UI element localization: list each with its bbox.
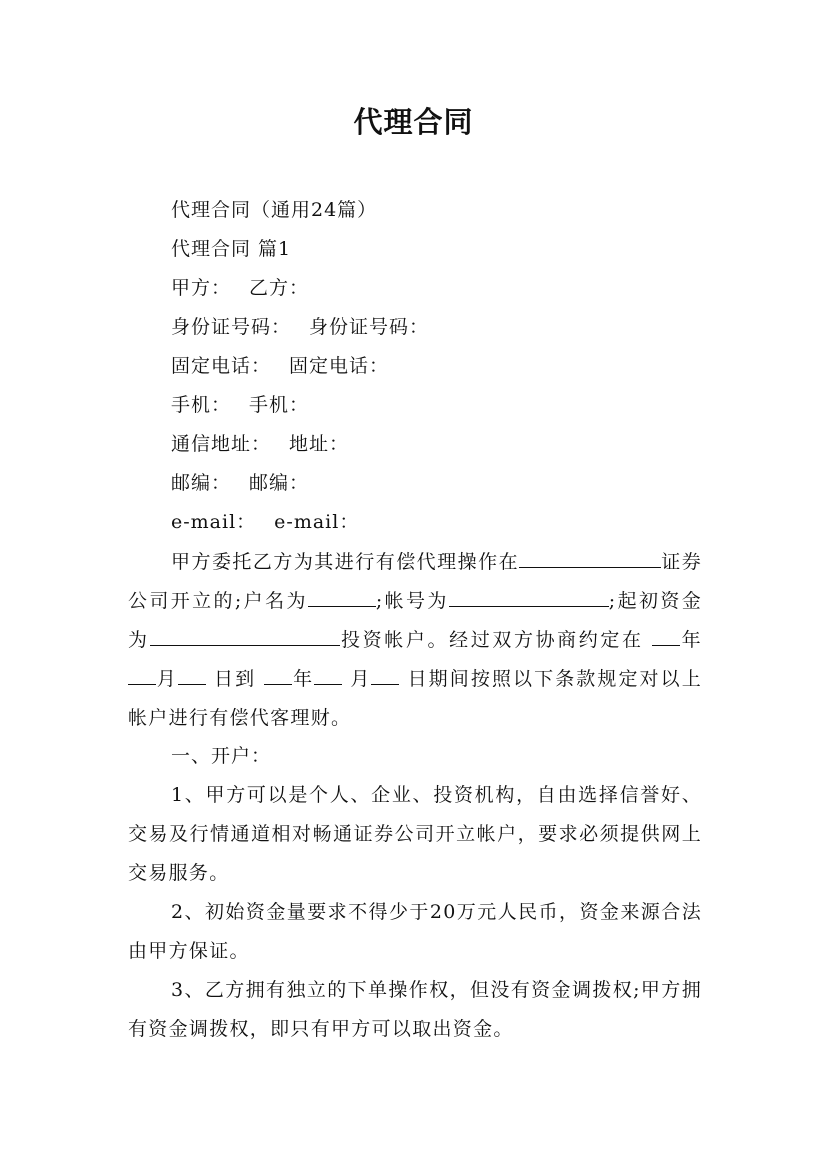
para-text-11: 月 bbox=[350, 668, 372, 690]
id-b-label: 身份证号码： bbox=[309, 316, 430, 338]
para-text-8: 月 bbox=[156, 668, 178, 690]
email-line bbox=[171, 507, 359, 537]
email-a-label: e-mail： bbox=[171, 511, 257, 533]
blank-start-month bbox=[128, 668, 156, 685]
party-a-label: 甲方： bbox=[171, 277, 232, 299]
blank-account-number bbox=[449, 590, 609, 607]
blank-start-day bbox=[178, 668, 206, 685]
document-title: 代理合同 bbox=[353, 105, 474, 139]
id-line bbox=[171, 312, 429, 342]
blank-start-year bbox=[652, 629, 680, 646]
para-text-1: 甲方委托乙方为其进行有偿代理操作在 bbox=[171, 551, 520, 573]
subtitle-text: 代理合同（通用24篇） bbox=[171, 199, 378, 221]
email-b-label: e-mail： bbox=[274, 511, 360, 533]
zip-line bbox=[171, 468, 309, 498]
id-a-label: 身份证号码： bbox=[171, 316, 292, 338]
para-text-9: 日到 bbox=[214, 668, 257, 690]
clause-1: 1、甲方可以是个人、企业、投资机构，自由选择信誉好、交易及行情通道相对畅通证券公司开立帐户，要求必须提供网上交易服务。 bbox=[128, 784, 702, 884]
phone-b-label: 固定电话： bbox=[289, 355, 390, 377]
para-text-6: 投资帐户。经过双方协商约定在 bbox=[339, 629, 644, 651]
entrustment-paragraph bbox=[128, 543, 702, 738]
blank-end-day bbox=[371, 668, 399, 685]
blank-end-month bbox=[314, 668, 342, 685]
para-text-7: 年 bbox=[680, 629, 702, 651]
para-text-3: ;帐号为 bbox=[375, 590, 449, 612]
clause-3: 3、乙方拥有独立的下单操作权，但没有资金调拨权;甲方拥有资金调拨权，即只有甲方可以取出资金。 bbox=[128, 979, 702, 1040]
para-text-5: 起初资金为 bbox=[128, 590, 703, 651]
zip-b-label: 邮编： bbox=[249, 472, 310, 494]
mobile-b-label: 手机： bbox=[249, 394, 310, 416]
clause-2: 2、初始资金量要求不得少于20万元人民币，资金来源合法由甲方保证。 bbox=[128, 901, 702, 962]
address-line bbox=[171, 429, 349, 459]
blank-account-name bbox=[308, 590, 376, 607]
address-b-label: 地址： bbox=[289, 433, 350, 455]
party-line bbox=[171, 273, 309, 303]
mobile-line bbox=[171, 390, 309, 420]
blank-securities-company bbox=[519, 551, 661, 568]
section-heading-account-text: 一、开户： bbox=[171, 745, 272, 767]
phone-a-label: 固定电话： bbox=[171, 355, 272, 377]
para-text-10: 年 bbox=[292, 668, 315, 690]
para-text-4: ; bbox=[608, 590, 617, 612]
section-heading-account bbox=[171, 741, 271, 771]
para-text-2: 证券公司开立的;户名为 bbox=[128, 551, 702, 612]
section-heading bbox=[171, 234, 291, 264]
blank-end-year bbox=[264, 668, 292, 685]
address-a-label: 通信地址： bbox=[171, 433, 272, 455]
party-b-label: 乙方： bbox=[249, 277, 310, 299]
section-heading-text: 代理合同 篇1 bbox=[171, 238, 292, 260]
phone-line bbox=[171, 351, 389, 381]
subtitle-line bbox=[171, 195, 377, 225]
mobile-a-label: 手机： bbox=[171, 394, 232, 416]
zip-a-label: 邮编： bbox=[171, 472, 232, 494]
blank-initial-funds bbox=[150, 629, 340, 646]
para-text-12: 日期间按照以下条款规定对以上帐户进行有偿代客理财。 bbox=[128, 668, 703, 729]
